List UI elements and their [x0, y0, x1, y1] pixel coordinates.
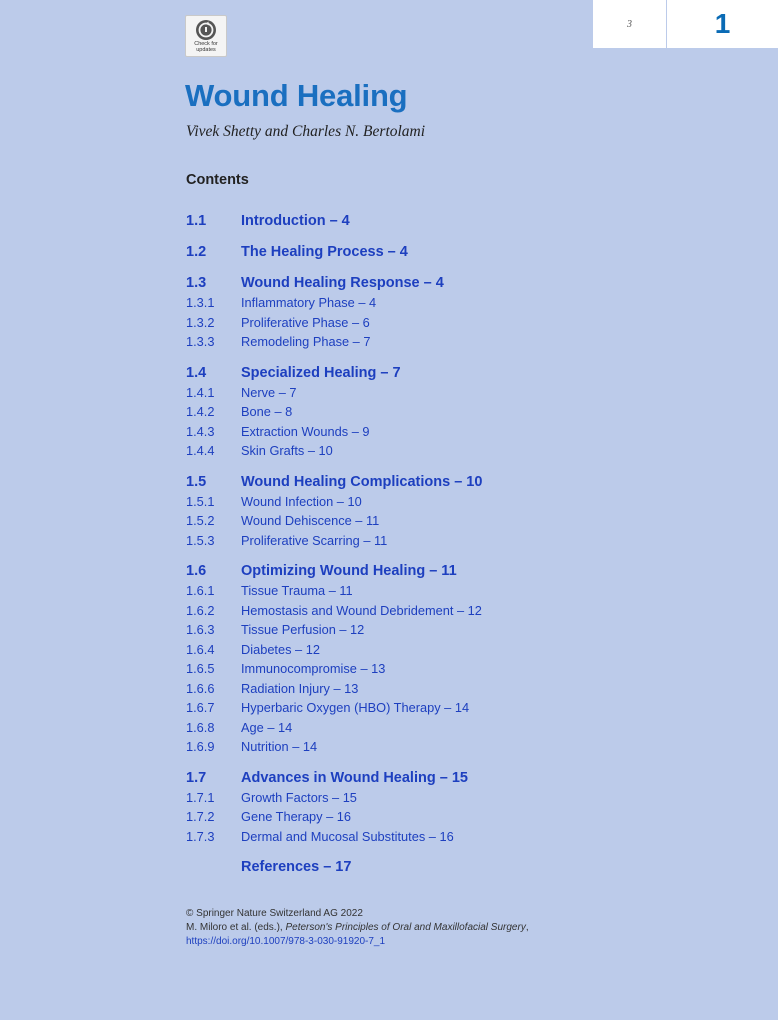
toc-entry-label[interactable]: Dermal and Mucosal Substitutes – 16: [241, 828, 454, 844]
toc-subsection-entry[interactable]: [186, 737, 746, 757]
toc-entry-number: 1.6.8: [186, 719, 215, 735]
toc-entry-label[interactable]: Gene Therapy – 16: [241, 809, 352, 824]
toc-section-entry[interactable]: [186, 768, 746, 788]
contents-heading: Contents: [186, 172, 249, 188]
copyright: © Springer Nature Switzerland AG 2022: [186, 908, 363, 919]
toc-entry-label[interactable]: Nutrition – 14: [241, 739, 318, 754]
toc-subsection-entry[interactable]: [186, 640, 746, 660]
toc-entry-number: 1.6.6: [186, 680, 215, 696]
toc-entry-label[interactable]: Remodeling Phase – 7: [241, 334, 371, 349]
toc-subsection-entry[interactable]: [186, 492, 746, 512]
chapter-number: 1: [667, 0, 778, 48]
toc-entry-label[interactable]: Advances in Wound Healing – 15: [241, 769, 468, 786]
toc-entry-number: 1.6.7: [186, 700, 215, 715]
toc-entry-number: 1.3.1: [186, 295, 215, 310]
toc-subsection-entry[interactable]: [186, 422, 746, 442]
toc-entry-number: 1.7.2: [186, 809, 215, 824]
toc-entry-number: 1.6.4: [186, 641, 215, 657]
toc-entry-label[interactable]: Growth Factors – 15: [241, 789, 357, 805]
toc-section-entry[interactable]: [186, 472, 746, 492]
toc-entry-number: 1.6.5: [186, 661, 215, 676]
toc-entry-number: 1.4.3: [186, 423, 215, 439]
doi-link[interactable]: https://doi.org/10.1007/978-3-030-91920-7_1: [186, 936, 386, 947]
toc-entry-number: 1.4: [186, 364, 207, 381]
toc-subsection-entry[interactable]: [186, 293, 746, 313]
toc-entry-label[interactable]: Age – 14: [241, 719, 293, 735]
toc-entry-number: 1.3.3: [186, 334, 215, 349]
toc-subsection-entry[interactable]: [186, 383, 746, 403]
toc-entry-number: 1.5: [186, 473, 207, 490]
toc-entry-label[interactable]: Hemostasis and Wound Debridement – 12: [241, 602, 482, 618]
toc-entry-label[interactable]: Optimizing Wound Healing – 11: [241, 563, 457, 579]
toc-entry-label[interactable]: Specialized Healing – 7: [241, 364, 401, 381]
toc-subsection-entry[interactable]: [186, 402, 746, 422]
toc-entry-number: 1.7.1: [186, 789, 215, 805]
toc-entry-number: 1.7: [186, 769, 207, 786]
toc-entry-label[interactable]: Wound Healing Response – 4: [241, 275, 444, 291]
toc-subsection-entry[interactable]: [186, 827, 746, 847]
toc-entry-number: 1.5.3: [186, 532, 215, 548]
toc-subsection-entry[interactable]: [186, 807, 746, 827]
toc-entry-label[interactable]: Hyperbaric Oxygen (HBO) Therapy – 14: [241, 700, 470, 715]
toc-subsection-entry[interactable]: [186, 620, 746, 640]
toc-entry-number: 1.6: [186, 563, 207, 579]
page-number: 3: [593, 0, 666, 48]
check-for-updates-badge[interactable]: [185, 15, 227, 57]
toc-entry-number: 1.6.2: [186, 602, 215, 618]
toc-subsection-entry[interactable]: [186, 511, 746, 531]
toc-subsection-entry[interactable]: [186, 441, 746, 461]
toc-entry-label[interactable]: Tissue Trauma – 11: [241, 583, 353, 598]
toc-subsection-entry[interactable]: [186, 531, 746, 551]
toc-entry-label[interactable]: Diabetes – 12: [241, 641, 320, 657]
authors: Vivek Shetty and Charles N. Bertolami: [186, 123, 426, 140]
toc-entry-number: 1.4.4: [186, 443, 215, 458]
toc-entry-number: 1.3.2: [186, 314, 215, 330]
toc-section-entry[interactable]: [186, 242, 746, 262]
toc-subsection-entry[interactable]: [186, 332, 746, 352]
toc-entry-number: 1.3: [186, 275, 207, 291]
table-of-contents: [186, 211, 746, 877]
toc-entry-label[interactable]: The Healing Process – 4: [241, 244, 408, 260]
toc-section-entry[interactable]: [186, 211, 746, 231]
toc-entry-number: 1.6.1: [186, 583, 215, 598]
check-updates-icon: [195, 19, 217, 41]
toc-section-entry[interactable]: [186, 857, 746, 877]
toc-entry-label[interactable]: Extraction Wounds – 9: [241, 423, 370, 439]
citation-editors: M. Miloro et al. (eds.),: [186, 922, 286, 933]
toc-entry-label[interactable]: References – 17: [241, 859, 352, 875]
toc-subsection-entry[interactable]: [186, 581, 746, 601]
toc-entry-number: 1.2: [186, 244, 207, 260]
toc-section-entry[interactable]: [186, 273, 746, 293]
toc-subsection-entry[interactable]: [186, 788, 746, 808]
toc-entry-label[interactable]: Bone – 8: [241, 404, 293, 419]
toc-entry-label[interactable]: Introduction – 4: [241, 213, 350, 229]
footer: [186, 907, 529, 949]
toc-subsection-entry[interactable]: [186, 313, 746, 333]
toc-entry-label[interactable]: Inflammatory Phase – 4: [241, 295, 377, 310]
toc-entry-label[interactable]: Skin Grafts – 10: [241, 443, 333, 458]
badge-label: Check for updates: [194, 41, 218, 53]
toc-subsection-entry[interactable]: [186, 601, 746, 621]
toc-entry-number: 1.7.3: [186, 828, 215, 844]
toc-entry-label[interactable]: Immunocompromise – 13: [241, 661, 386, 676]
toc-entry-label[interactable]: Proliferative Phase – 6: [241, 314, 370, 330]
toc-entry-label[interactable]: Wound Dehiscence – 11: [241, 513, 380, 528]
toc-entry-number: 1.5.2: [186, 513, 215, 528]
toc-subsection-entry[interactable]: [186, 659, 746, 679]
citation-book-title: Peterson's Principles of Oral and Maxillofacial Surgery: [285, 922, 526, 933]
toc-entry-label[interactable]: Tissue Perfusion – 12: [241, 622, 365, 637]
citation: [186, 921, 529, 935]
toc-entry-number: 1.6.3: [186, 622, 215, 637]
toc-entry-number: 1.4.1: [186, 384, 215, 400]
toc-entry-label[interactable]: Nerve – 7: [241, 384, 297, 400]
toc-entry-number: [186, 857, 241, 877]
chapter-title: Wound Healing: [185, 78, 408, 113]
toc-entry-number: 1.5.1: [186, 493, 215, 509]
toc-subsection-entry[interactable]: [186, 718, 746, 738]
toc-subsection-entry[interactable]: [186, 679, 746, 699]
toc-section-entry[interactable]: [186, 561, 746, 581]
toc-entry-label[interactable]: Wound Healing Complications – 10: [241, 473, 483, 490]
toc-section-entry[interactable]: [186, 363, 746, 383]
citation-suffix: ,: [525, 922, 529, 933]
toc-entry-label[interactable]: Wound Infection – 10: [241, 493, 362, 509]
toc-entry-number: 1.4.2: [186, 404, 215, 419]
toc-entry-number: 1.6.9: [186, 739, 215, 754]
toc-entry-label[interactable]: Radiation Injury – 13: [241, 680, 359, 696]
toc-subsection-entry[interactable]: [186, 698, 746, 718]
toc-entry-label[interactable]: Proliferative Scarring – 11: [241, 532, 388, 548]
toc-entry-number: 1.1: [186, 213, 207, 229]
